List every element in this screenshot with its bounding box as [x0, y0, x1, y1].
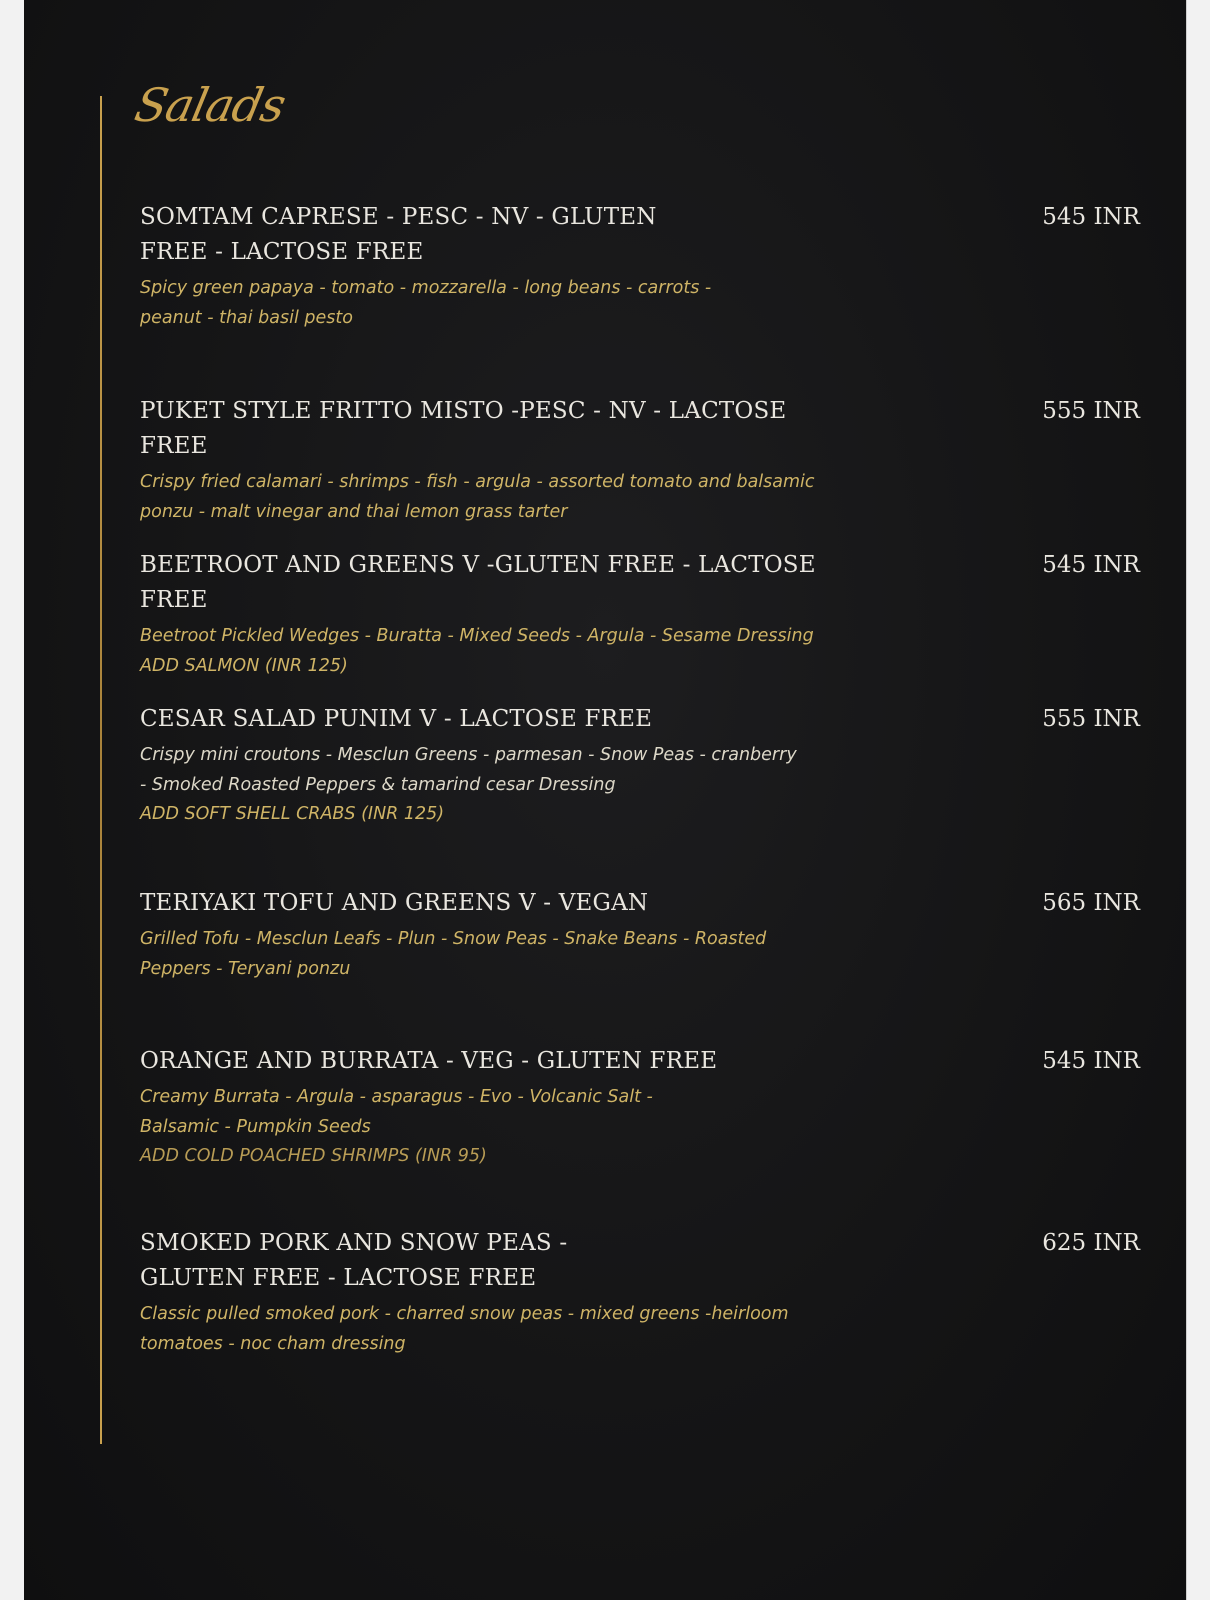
- item-name: PUKET STYLE FRITTO MISTO -PESC - NV - LACTOSE FREE: [140, 398, 787, 459]
- item-description: Crispy mini croutons - Mesclun Greens - parmesan - Snow Peas - cranberry - Smoked Roasted Peppers & tamarind cesar Dressing: [140, 745, 797, 795]
- item-name: CESAR SALAD PUNIM V - LACTOSE FREE: [140, 706, 653, 732]
- item-description: Grilled Tofu - Mesclun Leafs - Plun - Snow Peas - Snake Beans - Roasted Peppers - Teryani ponzu: [140, 929, 767, 979]
- item-name: BEETROOT AND GREENS V -GLUTEN FREE - LACTOSE FREE: [140, 552, 816, 613]
- menu-item-somtam-caprese: [140, 200, 1140, 333]
- page-edge: [1186, 0, 1210, 1600]
- menu-item-beetroot-greens: [140, 548, 1140, 681]
- item-addon: ADD SALMON (INR 125): [140, 655, 348, 676]
- item-price: 565 INR: [1042, 890, 1140, 916]
- menu-page: [24, 0, 1186, 1600]
- menu-item-cesar-salad: [140, 702, 1140, 830]
- item-price: 545 INR: [1042, 1048, 1140, 1074]
- menu-item-fritto-misto: [140, 394, 1140, 527]
- item-price: 555 INR: [1042, 706, 1140, 732]
- item-addon: ADD COLD POACHED SHRIMPS (INR 95): [140, 1146, 487, 1166]
- item-price: 625 INR: [1042, 1230, 1140, 1256]
- item-name: SOMTAM CAPRESE - PESC - NV - GLUTEN FREE - LACTOSE FREE: [140, 204, 657, 265]
- item-description: Creamy Burrata - Argula - asparagus - Evo - Volcanic Salt - Balsamic - Pumpkin Seeds: [140, 1087, 653, 1137]
- item-description: Beetroot Pickled Wedges - Buratta - Mixed Seeds - Argula - Sesame Dressing: [140, 626, 814, 646]
- menu-item-teriyaki-tofu: [140, 886, 1140, 984]
- item-price: 545 INR: [1042, 204, 1140, 230]
- section-title: Salads: [130, 78, 290, 132]
- item-description: Spicy green papaya - tomato - mozzarella - long beans - carrots - peanut - thai basil pesto: [140, 278, 712, 328]
- item-name: SMOKED PORK AND SNOW PEAS - GLUTEN FREE - LACTOSE FREE: [140, 1230, 568, 1291]
- item-price: 545 INR: [1042, 552, 1140, 578]
- item-name: ORANGE AND BURRATA - VEG - GLUTEN FREE: [140, 1048, 718, 1074]
- item-name: TERIYAKI TOFU AND GREENS V - VEGAN: [140, 890, 649, 916]
- item-description: Classic pulled smoked pork - charred snow peas - mixed greens -heirloom tomatoes - noc cham dressing: [140, 1304, 789, 1354]
- item-price: 555 INR: [1042, 398, 1140, 424]
- item-addon: ADD SOFT SHELL CRABS (INR 125): [140, 804, 445, 824]
- menu-item-orange-burrata: [140, 1044, 1140, 1172]
- item-description: Crispy fried calamari - shrimps - fish - argula - assorted tomato and balsamic ponzu - malt vinegar and thai lemon grass tarter: [140, 472, 815, 522]
- gold-divider-line: [100, 96, 102, 1444]
- menu-item-smoked-pork: [140, 1226, 1140, 1359]
